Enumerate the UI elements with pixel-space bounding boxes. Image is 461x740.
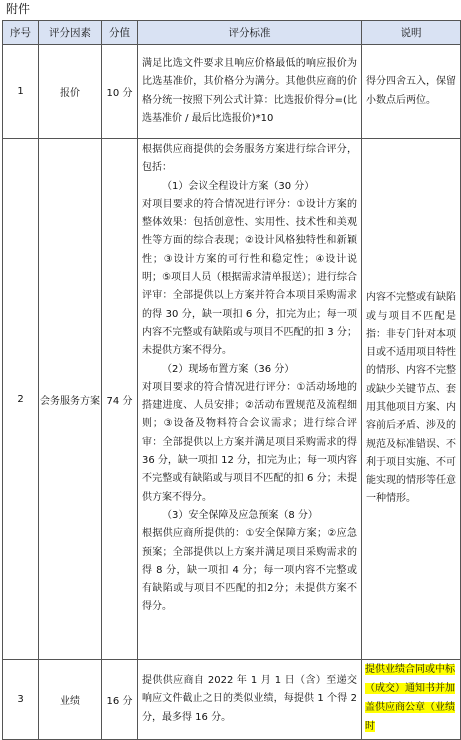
row-note: 得分四舍五入，保留小数点后两位。 xyxy=(362,45,461,139)
criteria-subheading: （3）安全保障及应急预案（8 分） xyxy=(162,509,318,521)
attachment-caption: 附件 xyxy=(6,2,31,16)
criteria-subheading: （2）现场布置方案（36 分） xyxy=(162,363,295,375)
row-note: 内容不完整或有缺陷或与项目不匹配是指：非专门针对本项目或不适用项目特性的情形、内容不完整或缺少关键节点、套用其他项目方案、内容前后矛盾、涉及的规范及标准错误、不利于项目实施、不可能实现的情形等任意一种情形。 xyxy=(362,139,461,660)
row-criteria: 提供供应商自 2022 年 1 月 1 日（含）至递交响应文件截止之日的类似业绩，每提供 1 个得 2 分，最多得 16 分。 xyxy=(138,660,362,740)
row-factor: 报价 xyxy=(39,45,102,139)
highlighted-note: 提供业绩合同或中标（成交）通知书并加盖供应商公章（业绩时 xyxy=(365,664,455,732)
row-score: 16 分 xyxy=(102,660,138,740)
table-row xyxy=(3,660,461,740)
header-criteria: 评分标准 xyxy=(138,21,362,45)
table-row xyxy=(3,139,461,660)
criteria-paragraph: 根据供应商所提供的：①安全保障方案；②应急预案；全部提供以上方案并满足项目采购需求的得 8 分，缺一项扣 4 分；每一项内容不完整或有缺陷或与项目不匹配的扣2分；未提供方案不得分。 xyxy=(142,528,357,613)
criteria-paragraph: 对项目要求的符合情况进行评分：①设计方案的整体效果：包括创意性、实用性、技术性和美观性等方面的综合表现；②设计风格独特性和新颖性；③设计方案的可行性和稳定性；④设计说明；⑤项目人员（根据需求清单报送）；进行综合评审：全部提供以上方案并符合本项目采购需求的得 30 分，缺一项扣 6 分，扣完为止；每一项内容不完整或有缺陷或与项目不匹配的扣 3 分；未提供方案不得分。 xyxy=(142,198,357,357)
header-factor: 评分因素 xyxy=(39,21,102,45)
header-note: 说明 xyxy=(362,21,461,45)
row-factor: 会务服务方案 xyxy=(39,139,102,660)
header-score: 分值 xyxy=(102,21,138,45)
row-no: 1 xyxy=(3,45,39,139)
criteria-paragraph: 对项目要求的符合情况进行评分：①活动场地的搭建进度、人员安排；②活动布置规范及流程细则；③设备及物料符合会议需求；进行综合评审：全部提供以上方案并满足项目采购需求的得 36 分，缺一项扣 12 分，扣完为止；每一项内容不完整或有缺陷或与项目不匹配的扣 6 分；未提供方案不得分。 xyxy=(142,381,357,503)
row-criteria xyxy=(138,139,362,660)
row-score: 10 分 xyxy=(102,45,138,139)
row-criteria: 满足比选文件要求且响应价格最低的响应报价为比选基准价，其价格分为满分。其他供应商的价格分统一按照下列公式计算：比选报价得分=(比选基准价 / 最后比选报价)*10 xyxy=(138,45,362,139)
table-header-row xyxy=(3,21,461,45)
table-row xyxy=(3,45,461,139)
row-note-highlighted xyxy=(362,660,461,740)
row-factor: 业绩 xyxy=(39,660,102,740)
row-score: 74 分 xyxy=(102,139,138,660)
row-no: 2 xyxy=(3,139,39,660)
scoring-table xyxy=(2,20,461,740)
criteria-subheading: （1）会议全程设计方案（30 分） xyxy=(162,180,315,192)
row-no: 3 xyxy=(3,660,39,740)
header-no: 序号 xyxy=(3,21,39,45)
criteria-paragraph: 根据供应商提供的会务服务方案进行综合评分，包括： xyxy=(142,144,357,174)
